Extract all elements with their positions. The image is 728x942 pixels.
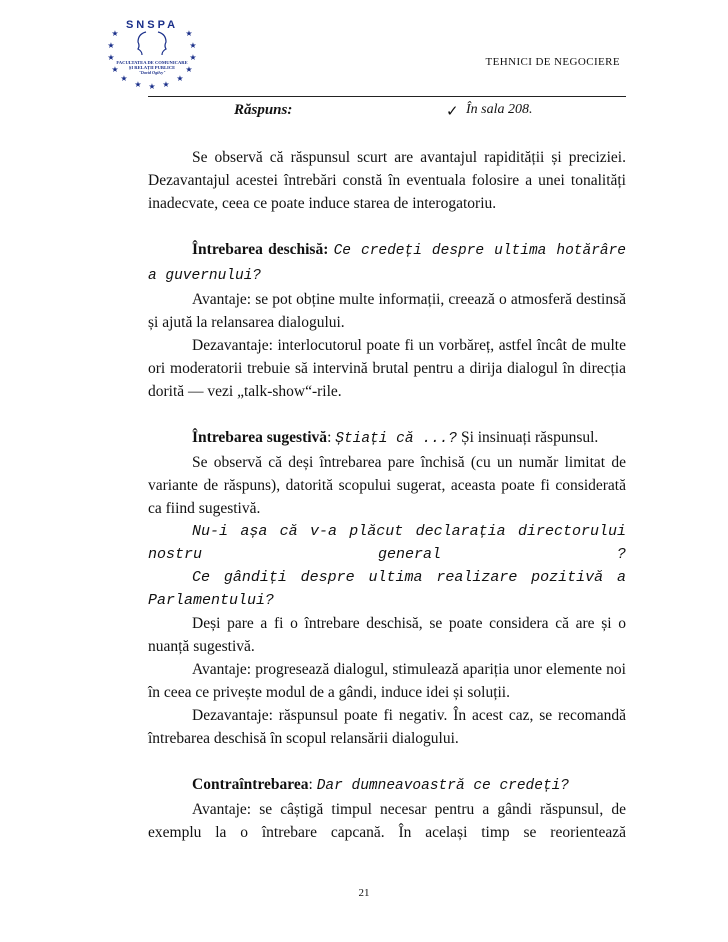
open-question-example: Ce credeți despre ultima hotărâre a guvernului? [148, 243, 626, 284]
svg-text:★: ★ [107, 53, 115, 62]
svg-text:★: ★ [134, 80, 142, 89]
svg-text:★: ★ [189, 41, 197, 50]
answer-label: Răspuns: [234, 102, 293, 118]
svg-text:★: ★ [185, 65, 193, 74]
svg-text:★: ★ [111, 65, 119, 74]
checkmark-icon: ✓ [446, 102, 459, 120]
suggestive-observation: Se observă că deși întrebarea pare închisă (cu un număr limitat de variante de răspuns), datorită scopului sugerat, aceasta poate fi considerată ca fiind sugestivă. [148, 454, 626, 517]
logo-subtext-3: "David Ogilvy" [138, 70, 166, 75]
suggestive-advantages: Avantaje: progresează dialogul, stimulează apariția unor elemente noi în ceea ce privește modul de a gândi, induce idei și soluții. [148, 661, 626, 701]
suggestive-question-example: Știați că ...? [335, 431, 458, 447]
counter-colon: : [308, 776, 313, 793]
svg-text:★: ★ [107, 41, 115, 50]
counter-question-heading: Contraîntrebarea [192, 776, 309, 793]
open-question-advantages: Avantaje: se pot obține multe informații, creează o atmosferă destinsă și ajută la relansarea dialogului. [148, 291, 626, 331]
suggestive-question-heading: Întrebarea sugestivă [192, 429, 328, 446]
answer-note: În sala 208. [466, 102, 533, 117]
running-header-title: TEHNICI DE NEGOCIERE [485, 56, 620, 68]
open-question-heading: Întrebarea deschisă: [192, 241, 329, 258]
svg-text:★: ★ [189, 53, 197, 62]
paragraph-suggestive-question [148, 426, 626, 451]
logo-subtext-2: ȘI RELAȚII PUBLICE [128, 65, 176, 70]
paragraph-short-answer: Se observă că răspunsul scurt are avantajul rapidității și preciziei. Dezavantajul acestei întrebări constă în eventuala folosire a unei tonalități inadecvate, ceea ce poate induce starea de interogatoriu. [148, 149, 626, 212]
svg-text:★: ★ [120, 74, 128, 83]
answer-row [148, 102, 626, 124]
svg-text:★: ★ [185, 29, 193, 38]
paragraph-counter-question [148, 773, 626, 798]
svg-text:★: ★ [162, 80, 170, 89]
page-body [148, 146, 626, 844]
logo-subtext-1: FACULTATEA DE COMUNICARE [116, 60, 188, 65]
snspa-logo [106, 14, 198, 92]
open-question-disadvantages: Dezavantaje: interlocutorul poate fi un vorbăreț, astfel încât de multe ori moderatorii trebuie să intervină brutal pentru a dirija dialogul în direcția dorită — vezi „talk-show“-rile. [148, 337, 626, 400]
logo-text: SNSPA [125, 19, 179, 31]
suggestive-example-2: Ce gândiți despre ultima realizare pozitivă a Parlamentului? [148, 569, 626, 609]
suggestive-example-1: Nu-i așa că v-a plăcut declarația directorului nostru general ? [148, 523, 626, 563]
suggestive-question-tail: Și insinuați răspunsul. [460, 429, 599, 446]
suggestive-disadvantages: Dezavantaje: răspunsul poate fi negativ. În acest caz, se recomandă întrebarea deschisă în scopul relansării dialogului. [148, 707, 626, 747]
suggestive-colon: : [327, 429, 332, 446]
svg-text:★: ★ [148, 82, 156, 91]
svg-text:★: ★ [111, 29, 119, 38]
header-rule [148, 96, 626, 97]
svg-text:★: ★ [176, 74, 184, 83]
paragraph-open-question [148, 238, 626, 288]
page-number: 21 [358, 887, 370, 899]
counter-question-advantages: Avantaje: se câștigă timpul necesar pentru a gândi răspunsul, de exemplu la o întrebare capcană. În același timp se reorientează [148, 801, 626, 841]
counter-question-example: Dar dumneavoastră ce credeți? [316, 778, 570, 794]
suggestive-note: Deși pare a fi o întrebare deschisă, se poate considera că are și o nuanță sugestivă. [148, 615, 626, 655]
